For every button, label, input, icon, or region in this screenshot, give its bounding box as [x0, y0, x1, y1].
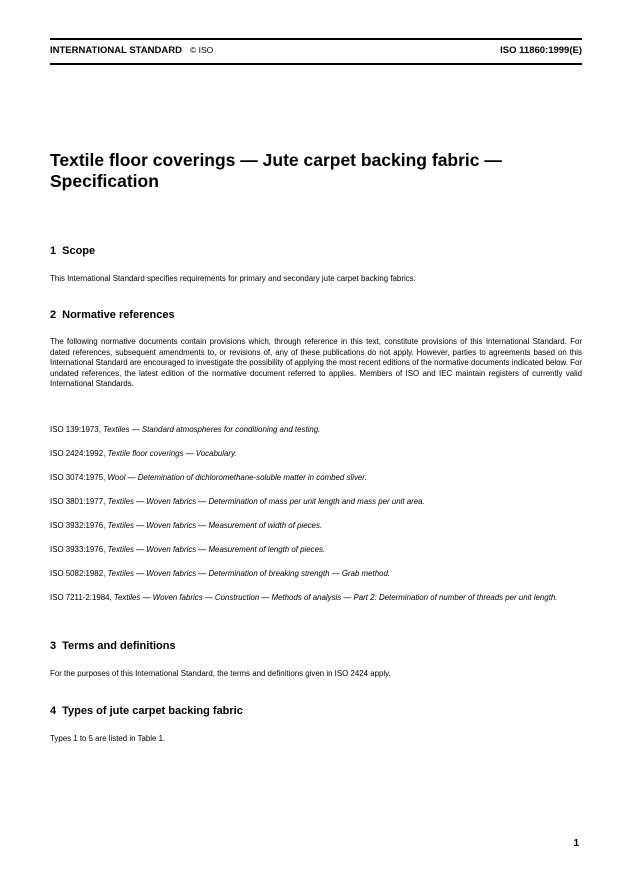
reference-item: ISO 2424:1992, Textile floor coverings — Vocabulary.: [50, 449, 237, 458]
header-standard-label: INTERNATIONAL STANDARD © ISO: [50, 45, 214, 56]
header-bottom-rule: [50, 63, 582, 65]
reference-item: ISO 5082:1982, Textiles — Woven fabrics — Determination of breaking strength — Grab method.: [50, 569, 391, 578]
page-number: 1: [573, 838, 579, 849]
header-copyright: © ISO: [189, 45, 214, 55]
normative-references-intro: The following normative documents contain provisions which, through reference in this text, constitute provisions of this International Standard. For dated references, subsequent amendments to, or revisions of, any of these publications do not apply. However, parties to agreements based on this International Standard are encouraged to investigate the possibility of applying the most recent editions of the normative documents indicated below. For undated references, the latest edition of the normative document referred to applies. Members of ISO and IEC maintain registers of currently valid International Standards.: [50, 337, 582, 389]
section-heading-scope: 1 Scope: [50, 245, 96, 257]
header-top-rule: [50, 38, 582, 40]
section-heading-terms-and-definitions: 3 Terms and definitions: [50, 640, 176, 652]
terms-and-definitions-text: For the purposes of this International Standard, the terms and definitions given in ISO 2424 apply.: [50, 669, 391, 678]
header-document-number: ISO 11860:1999(E): [500, 45, 582, 56]
reference-item: ISO 3801:1977, Textiles — Woven fabrics — Determination of mass per unit length and mass per unit area.: [50, 497, 425, 506]
document-title: Textile floor coverings — Jute carpet backing fabric — Specification: [50, 150, 502, 191]
scope-text: This International Standard specifies requirements for primary and secondary jute carpet backing fabrics.: [50, 274, 416, 283]
reference-item: ISO 3933:1976, Textiles — Woven fabrics — Measurement of length of pieces.: [50, 545, 326, 554]
reference-item: ISO 3074:1975, Wool — Detemination of dichloromethane-soluble matter in combed sliver.: [50, 473, 367, 482]
reference-item: ISO 139:1973, Textiles — Standard atmospheres for conditioning and testing.: [50, 425, 321, 434]
reference-item: ISO 3932:1976, Textiles — Woven fabrics — Measurement of width of pieces.: [50, 521, 323, 530]
section-heading-normative-references: 2 Normative references: [50, 309, 175, 321]
reference-item: ISO 7211-2:1984, Textiles — Woven fabrics — Construction — Methods of analysis — Part 2: Determination of number of threads per unit length.: [50, 593, 558, 602]
types-text: Types 1 to 5 are listed in Table 1.: [50, 734, 166, 743]
section-heading-types: 4 Types of jute carpet backing fabric: [50, 705, 243, 717]
